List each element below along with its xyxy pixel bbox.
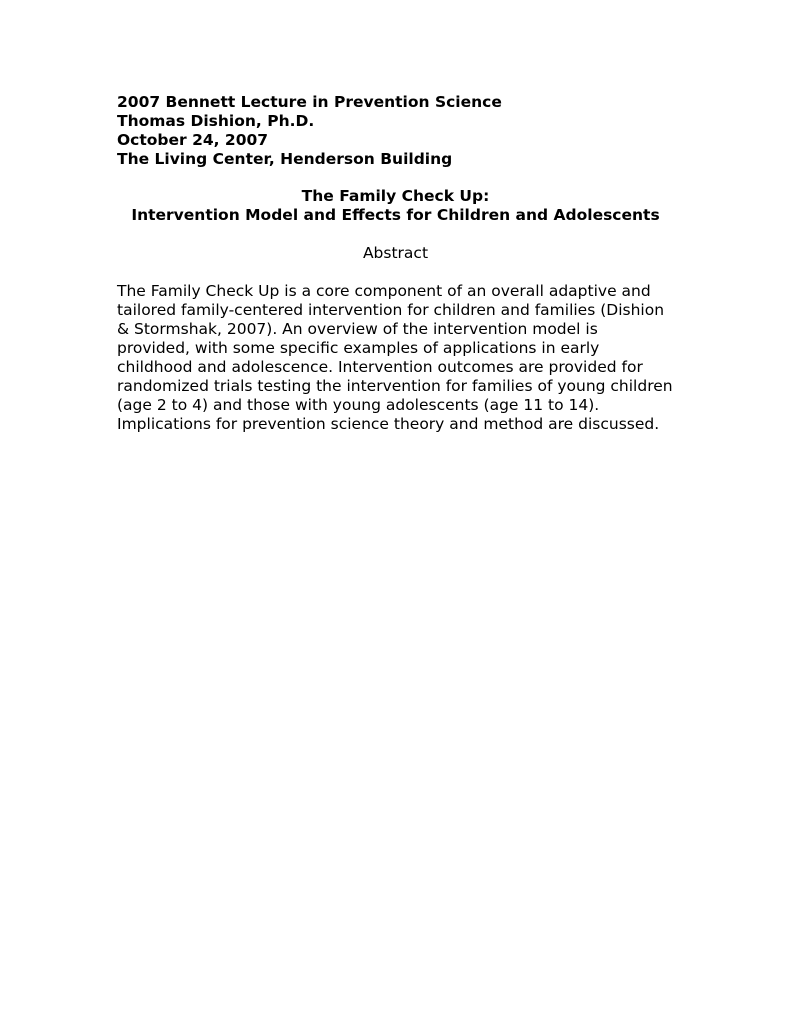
abstract-line: childhood and adolescence. Intervention outcomes are provided for <box>117 358 643 376</box>
abstract-body <box>117 282 687 434</box>
abstract-line: The Family Check Up is a core component of an overall adaptive and <box>117 282 651 300</box>
lecture-header <box>117 93 717 169</box>
abstract-line: (age 2 to 4) and those with young adolescents (age 11 to 14). <box>117 396 600 414</box>
talk-title-line-2: Intervention Model and Effects for Children and Adolescents <box>131 206 660 224</box>
abstract-line: tailored family-centered intervention for children and families (Dishion <box>117 301 665 319</box>
abstract-line: & Stormshak, 2007). An overview of the intervention model is <box>117 320 598 338</box>
talk-title-line-1: The Family Check Up: <box>301 187 490 205</box>
abstract-heading: Abstract <box>362 244 429 262</box>
lecture-venue: The Living Center, Henderson Building <box>117 150 453 168</box>
abstract-line: Implications for prevention science theory and method are discussed. <box>117 415 660 433</box>
speaker-name: Thomas Dishion, Ph.D. <box>117 112 315 130</box>
abstract-line: randomized trials testing the intervention for families of young children <box>117 377 673 395</box>
lecture-date: October 24, 2007 <box>117 131 269 149</box>
talk-title <box>0 187 791 225</box>
lecture-series-title: 2007 Bennett Lecture in Prevention Science <box>117 93 502 111</box>
abstract-line: provided, with some specific examples of applications in early <box>117 339 600 357</box>
